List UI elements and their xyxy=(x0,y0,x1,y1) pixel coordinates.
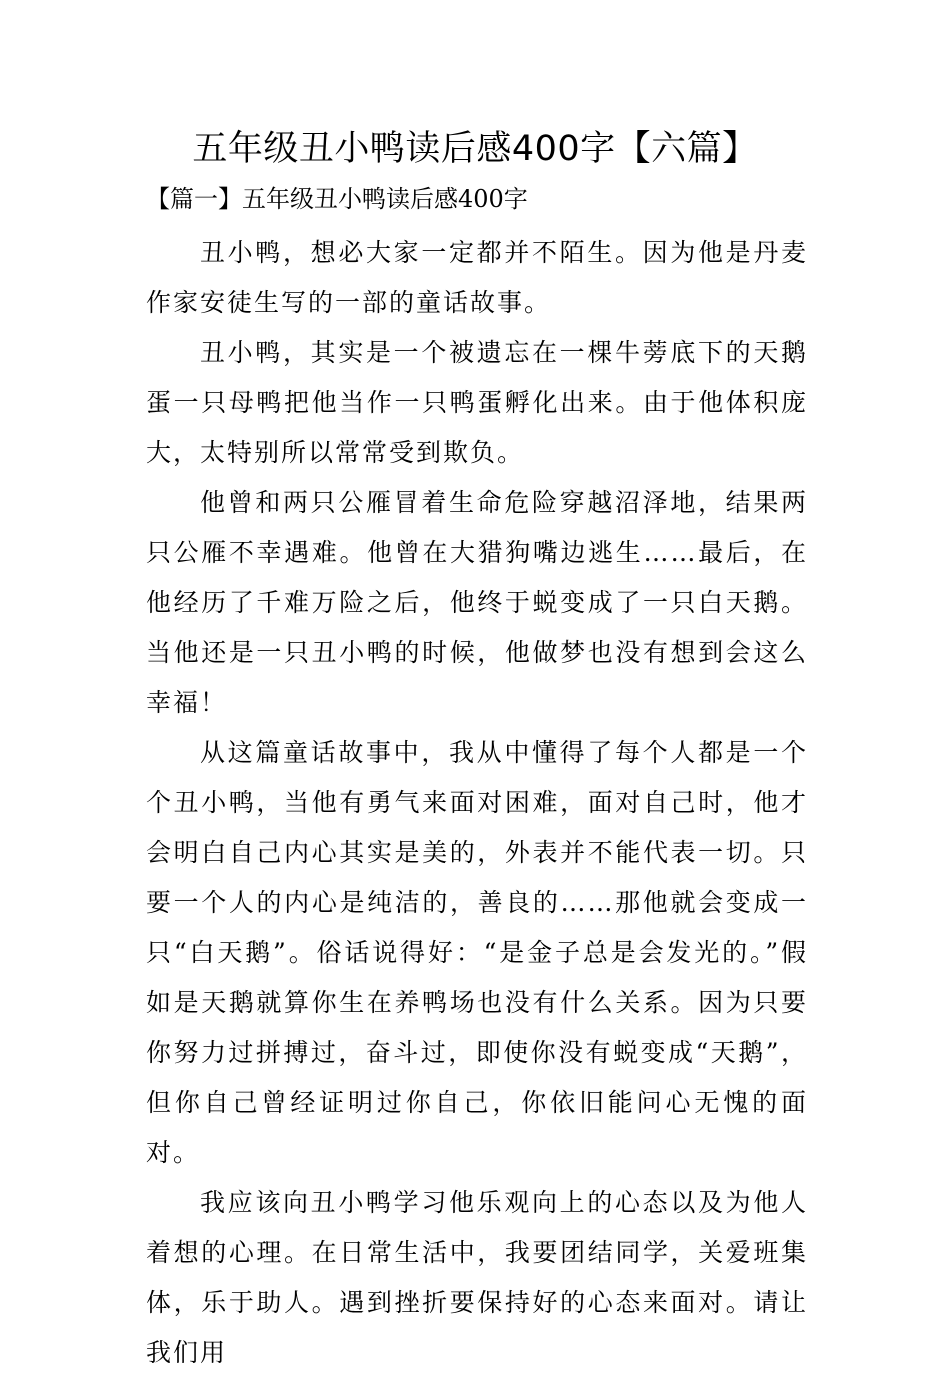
paragraph: 从这篇童话故事中，我从中懂得了每个人都是一个个丑小鸭，当他有勇气来面对困难，面对自己时，他才会明白自己内心其实是美的，外表并不能代表一切。只要一个人的内心是纯洁的，善良的……那他就会变成一只“白天鹅”。俗话说得好：“是金子总是会发光的。”假如是天鹅就算你生在养鸭场也没有什么关系。因为只要你努力过拼搏过，奋斗过，即使你没有蜕变成“天鹅”，但你自己曾经证明过你自己，你依旧能问心无愧的面对。 xyxy=(146,738,808,1167)
paragraph: 丑小鸭，想必大家一定都并不陌生。因为他是丹麦作家安徒生写的一部的童话故事。 xyxy=(146,238,808,317)
paragraph: 丑小鸭，其实是一个被遗忘在一棵牛蒡底下的天鹅蛋一只母鸭把他当作一只鸭蛋孵化出来。由于他体积庞大，太特别所以常常受到欺负。 xyxy=(146,338,808,467)
paragraph: 他曾和两只公雁冒着生命危险穿越沼泽地，结果两只公雁不幸遇难。他曾在大猎狗嘴边逃生……最后，在他经历了千难万险之后，他终于蜕变成了一只白天鹅。当他还是一只丑小鸭的时候，他做梦也没有想到会这么幸福！ xyxy=(146,488,808,717)
body-text xyxy=(146,228,808,1378)
section-heading: 【篇一】五年级丑小鸭读后感400字 xyxy=(146,185,528,213)
paragraph: 我应该向丑小鸭学习他乐观向上的心态以及为他人着想的心理。在日常生活中，我要团结同学，关爱班集体，乐于助人。遇到挫折要保持好的心态来面对。请让我们用 xyxy=(146,1188,808,1367)
document-title: 五年级丑小鸭读后感400字【六篇】 xyxy=(192,129,758,169)
